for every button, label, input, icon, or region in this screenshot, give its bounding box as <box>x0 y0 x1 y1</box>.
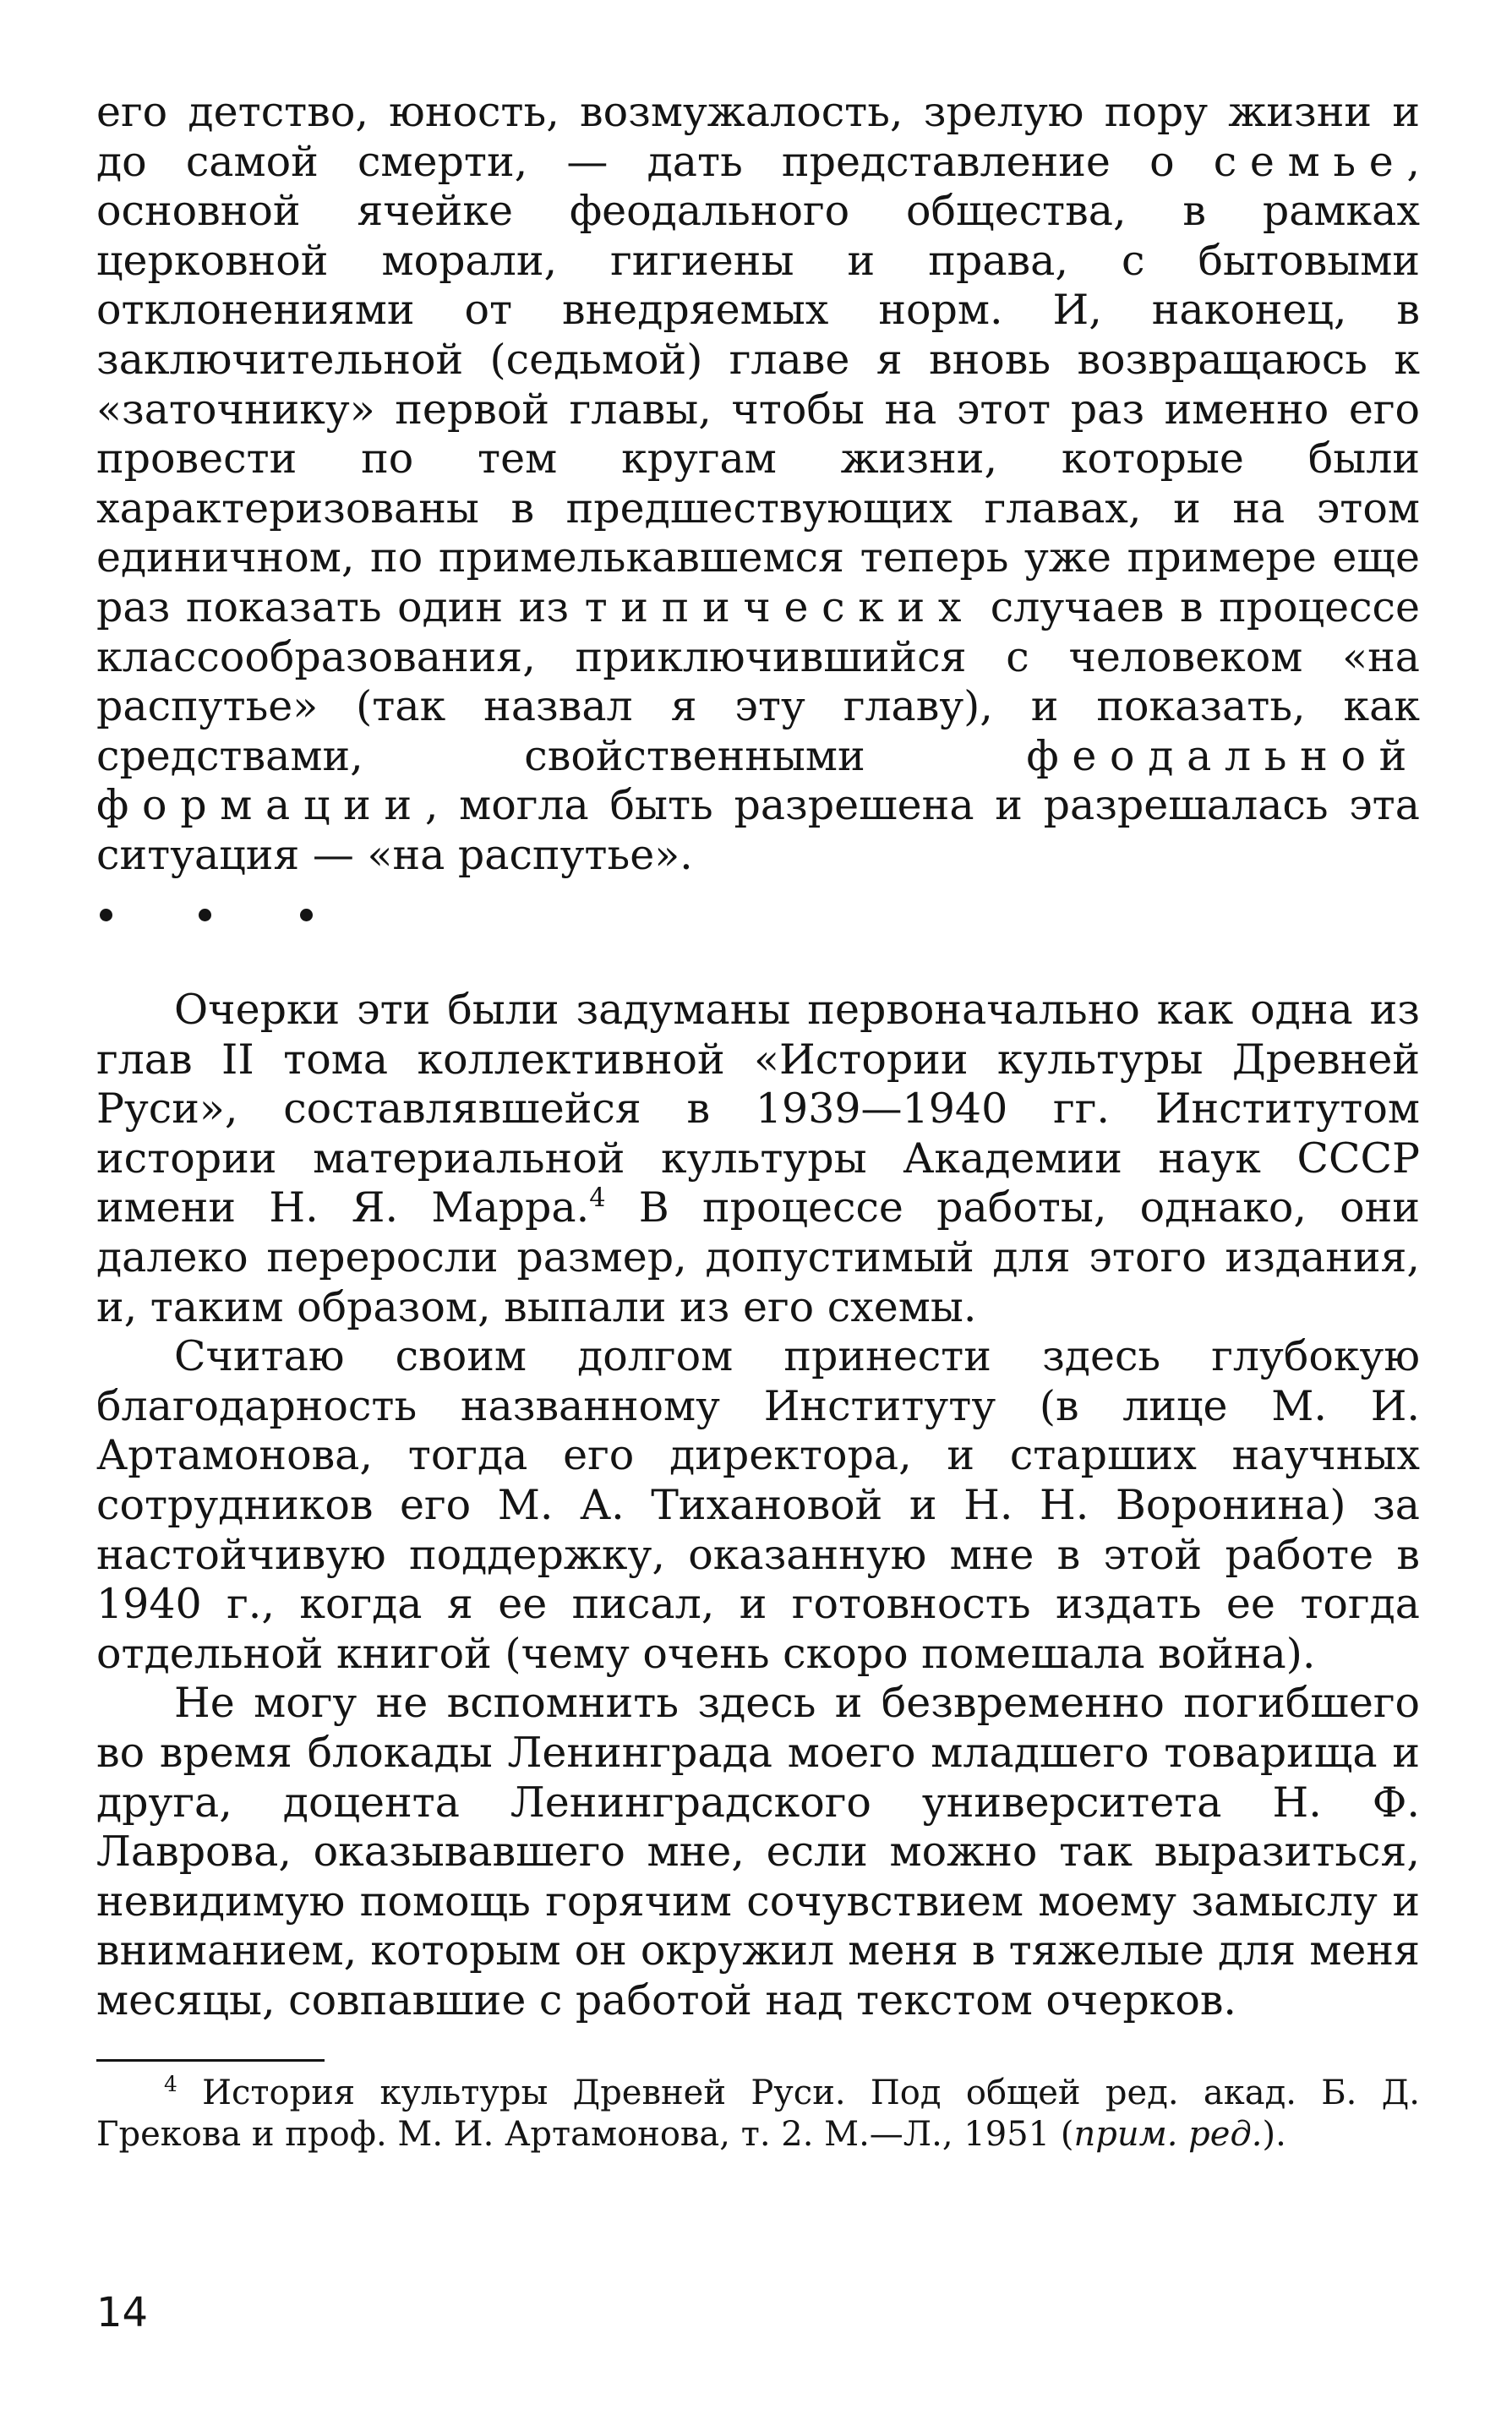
footnote-block <box>96 2073 1420 2155</box>
intro-text-d: , могла быть разрешена и разрешалась эта ситуация — «на распутье». <box>96 781 1420 879</box>
paragraph-gratitude: Считаю своим долгом принести здесь глубокую благодарность названному Институту (в лице М. И. Артамонова, тогда его директора, и старших научных сотрудников его М. А. Тихановой и Н. Н. Воронина) за настойчивую поддержку, оказанную мне в этой работе в 1940 г., когда я ее писал, и готовность издать ее тогда отдельной книгой (чему очень скоро помешала война). <box>96 1332 1420 1678</box>
footnote-reference[interactable]: 4 <box>589 1183 606 1214</box>
paragraph-remembrance: Не могу не вспомнить здесь и безвременно погибшего во время блокады Ленинграда моего младшего товарища и друга, доцента Ленинградского университета Н. Ф. Лаврова, оказывавшего мне, если можно так выразиться, невидимую помощь горячим сочувствием моему замыслу и вниманием, которым он окружил меня в тяжелые для меня месяцы, совпавшие с работой над текстом очерков. <box>96 1679 1420 2024</box>
intro-paragraph-block <box>96 88 1420 881</box>
page-number: 14 <box>96 2289 149 2336</box>
separator-dot <box>300 909 313 921</box>
paragraph-origin <box>96 986 1420 1332</box>
footnote-rule <box>96 2059 325 2062</box>
body-text-block <box>96 986 1420 2025</box>
paragraph-origin-text-b: В процессе работы, однако, они далеко переросли размер, допустимый для этого издания, и, таким образом, выпали из его схемы. <box>96 1183 1420 1331</box>
intro-paragraph <box>96 88 1420 881</box>
footnote <box>96 2073 1420 2155</box>
footnote-editor-note: прим. ред. <box>1073 2115 1263 2154</box>
section-separator <box>100 909 353 934</box>
footnote-number: 4 <box>164 2072 177 2097</box>
separator-dot <box>199 909 211 921</box>
intro-text-b: , основной ячейке феодального общества, в рамках церковной морали, гигиены и права, с бытовыми отклонениями от внедряемых норм. И, наконец, в заключительной (седьмой) главе я вновь возвращаюсь к «заточнику» первой главы, чтобы на этот раз именно его провести по тем кругам жизни, которые были характеризованы в предшествующих главах, и на этом единичном, по примелькавшемся теперь уже примере еще раз показать один из <box>96 137 1420 631</box>
paragraph-origin-text-a: Очерки эти были задуманы первоначально как одна из глав II тома коллективной «Истории культуры Древней Руси», составлявшейся в 1939—1940 гг. Институтом истории материальной культуры Академии наук СССР имени Н. Я. Марра. <box>96 986 1420 1232</box>
intro-text-c: случаев в процессе классообразования, приключившийся с человеком «на распутье» (так назвал я эту главу), и показать, как средствами, свойственными <box>96 582 1421 780</box>
emphasis-tipicheskikh: типических <box>584 582 975 631</box>
footnote-text: История культуры Древней Руси. Под общей ред. акад. Б. Д. Грекова и проф. М. И. Артамонова, т. 2. М.—Л., 1951 ( <box>96 2074 1420 2154</box>
footnote-tail: ). <box>1262 2115 1286 2154</box>
separator-dot <box>100 909 112 921</box>
emphasis-feodalnoy-formatsii: феодальной формации <box>96 731 1420 830</box>
intro-text-a: его детство, юность, возмужалость, зрелую пору жизни и до самой смерти, — дать представление о <box>96 88 1420 186</box>
emphasis-semye: семье <box>1213 137 1407 186</box>
